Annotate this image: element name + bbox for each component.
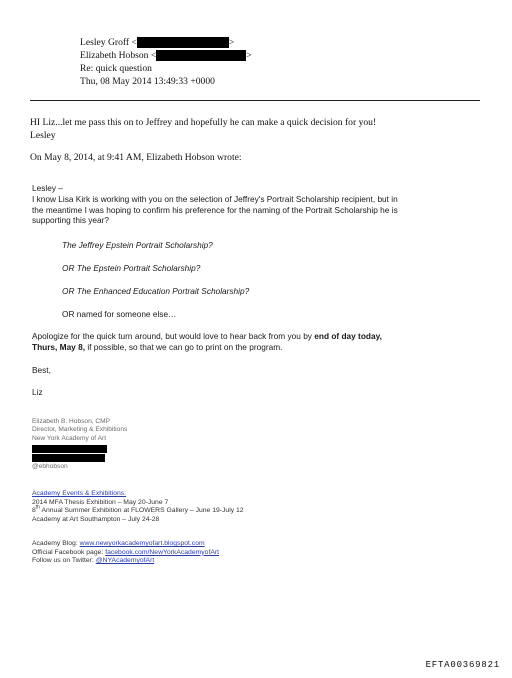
to-close: > (246, 50, 252, 61)
redaction-bar (156, 50, 246, 61)
events-block: Academy Events & Exhibitions: 2014 MFA Thesis Exhibition – May 20-June 7 8th Annual Summer Exhibition at FLOWERS Gallery – June 19-July 12 Academy at Art Southampton – July 24-28 (32, 490, 244, 523)
date-value: Thu, 08 May 2014 13:49:33 +0000 (80, 76, 215, 87)
subject-value: Re: quick question (80, 63, 152, 74)
from-close: > (228, 37, 235, 48)
header-divider (30, 100, 480, 101)
twitter-handle: @ebhobson (32, 463, 68, 470)
reply-signoff: Lesley (30, 129, 56, 141)
redaction-bar (32, 445, 107, 453)
redaction-bar (32, 454, 105, 462)
closing: Best, (32, 365, 51, 375)
document-id: EFTA00369821 (425, 660, 500, 670)
message-paragraph: Apologize for the quick turn around, but would love to hear back from you by end of day today, Thurs, May 8, if possible, so that we can go to print on the program. (32, 331, 382, 352)
to-value: Elizabeth Hobson < (80, 50, 157, 61)
quoted-attribution: On May 8, 2014, at 9:41 AM, Elizabeth Hobson wrote: (30, 152, 242, 163)
sender-name: Liz (32, 387, 43, 397)
twitter-link[interactable]: @NYAcademyofArt (95, 557, 155, 565)
reply-line: HI Liz...let me pass this on to Jeffrey and hopefully he can make a quick decision for you! (30, 117, 377, 128)
from-value: Lesley Groff < (80, 37, 137, 48)
name-option: The Jeffrey Epstein Portrait Scholarship? (62, 240, 213, 250)
name-option: OR The Epstein Portrait Scholarship? (62, 263, 201, 273)
reply-text (30, 117, 490, 142)
greeting: Lesley – (32, 183, 63, 193)
name-option: OR named for someone else… (62, 309, 177, 319)
links-block: Academy Blog: www.newyorkacademyofart.blogspot.com Official Facebook page: facebook.com/NewYorkAcademyofArt Follow us on Twitter: @NYAcademyofArt (32, 540, 220, 565)
message-paragraph: I know Lisa Kirk is working with you on the selection of Jeffrey's Portrait Scholarship recipient, but in the meantime I was hoping to confirm his preference for the naming of the Portrait Scholarship he is supporting this year? (32, 194, 398, 226)
name-option: OR The Enhanced Education Portrait Scholarship? (62, 286, 250, 296)
blog-link[interactable]: www.newyorkacademyofart.blogspot.com (79, 540, 205, 547)
facebook-link[interactable]: facebook.com/NewYorkAcademyofArt (105, 548, 220, 556)
signature-block: Elizabeth B. Hobson, CMP Director, Marketing & Exhibitions New York Academy of Art (32, 418, 128, 442)
events-heading-link[interactable]: Academy Events & Exhibitions: (32, 490, 127, 497)
redaction-bar (137, 37, 229, 48)
